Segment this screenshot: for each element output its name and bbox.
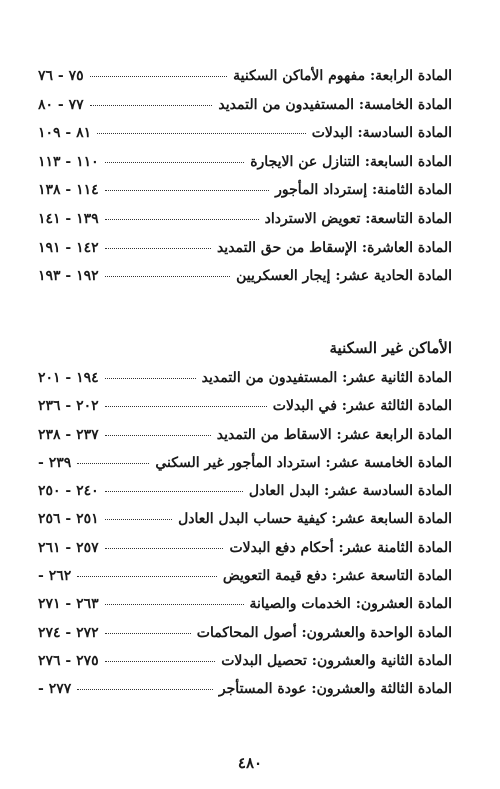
dot-leader [105, 633, 191, 634]
dot-leader [105, 519, 172, 520]
toc-entry [38, 125, 452, 154]
dot-leader [90, 105, 213, 106]
toc-entry-title: المادة الخامسة: المستفيدون من التمديد [218, 96, 452, 113]
toc-entry [38, 511, 452, 539]
toc-list-non-residential [38, 370, 452, 710]
toc-entry-title: المادة الثانية عشر: المستفيدون من التمديد [201, 370, 452, 386]
toc-entry-title: المادة الثامنة عشر: أحكام دفع البدلات [229, 539, 452, 556]
toc-entry-pages: ٢٥١ - ٢٥٦ [38, 511, 99, 528]
dot-leader [105, 190, 269, 191]
toc-entry [38, 370, 452, 398]
toc-entry-pages: ١١٠ - ١١٣ [38, 153, 99, 170]
toc-entry [38, 540, 452, 568]
dot-leader [77, 689, 213, 690]
toc-entry-title: المادة الخامسة عشر: استرداد المأجور غير السكني [155, 454, 452, 471]
dot-leader [105, 491, 243, 492]
toc-entry [38, 68, 452, 97]
toc-entry [38, 568, 452, 596]
toc-entry-pages: ١٤٢ - ١٩١ [38, 239, 99, 256]
dot-leader [97, 133, 306, 134]
toc-entry [38, 596, 452, 624]
toc-entry-pages: ٧٥ - ٧٦ [38, 68, 84, 84]
toc-entry-pages: ٢٦٣ - ٢٧١ [38, 596, 99, 613]
dot-leader [105, 248, 211, 249]
toc-entry-pages: ١٣٩ - ١٤١ [38, 210, 99, 227]
toc-entry-title: المادة الثانية والعشرون: تحصيل البدلات [221, 652, 452, 669]
toc-entry [38, 681, 452, 709]
toc-entry-pages: ٢٧٥ - ٢٧٦ [38, 652, 99, 669]
toc-entry-pages: ٢٥٧ - ٢٦١ [38, 539, 99, 556]
toc-entry [38, 653, 452, 681]
toc-entry [38, 268, 452, 297]
dot-leader [105, 378, 196, 379]
dot-leader [77, 463, 149, 464]
toc-entry-title: المادة التاسعة عشر: دفع قيمة التعويض [222, 568, 452, 585]
dot-leader [105, 406, 267, 407]
dot-leader [105, 435, 211, 436]
toc-list-residential [38, 68, 452, 297]
toc-entry [38, 182, 452, 211]
dot-leader [105, 162, 245, 163]
toc-entry-title: المادة الثالثة والعشرون: عودة المستأجر [218, 681, 452, 698]
toc-entry-pages: ٢٠٢ - ٢٣٦ [38, 398, 99, 415]
dot-leader [105, 661, 216, 662]
toc-entry-pages: ٨١ - ١٠٩ [38, 125, 92, 142]
toc-entry [38, 154, 452, 183]
toc-entry-title: المادة العشرون: الخدمات والصيانة [249, 596, 452, 613]
toc-entry-pages: ٢٣٧ - ٢٣٨ [38, 426, 99, 443]
toc-entry [38, 483, 452, 511]
dot-leader [105, 604, 244, 605]
dot-leader [90, 76, 227, 77]
toc-entry-pages: ٢٧٧ - [38, 681, 72, 698]
toc-entry-title: المادة التاسعة: تعويض الاسترداد [264, 210, 452, 227]
toc-entry-title: المادة السابعة: التنازل عن الايجارة [250, 153, 452, 170]
toc-entry-pages: ١٩٤ - ٢٠١ [38, 370, 99, 386]
toc-entry-pages: ٢٧٢ - ٢٧٤ [38, 624, 99, 641]
toc-entry-pages: ٢٤٠ - ٢٥٠ [38, 483, 99, 500]
toc-entry-pages: ٢٦٢ - [38, 568, 72, 585]
toc-entry-title: المادة الرابعة: مفهوم الأماكن السكنية [233, 68, 452, 84]
toc-entry-pages: ١٩٢ - ١٩٣ [38, 268, 99, 285]
toc-entry-title: المادة السادسة عشر: البدل العادل [248, 483, 452, 500]
toc-entry-title: المادة الثالثة عشر: في البدلات [272, 398, 452, 415]
toc-entry-title: المادة السابعة عشر: كيفية حساب البدل العادل [178, 511, 452, 528]
toc-entry [38, 97, 452, 126]
dot-leader [105, 276, 230, 277]
toc-entry-title: المادة الرابعة عشر: الاسقاط من التمديد [216, 426, 452, 443]
toc-entry [38, 398, 452, 426]
dot-leader [105, 219, 259, 220]
toc-entry [38, 427, 452, 455]
toc-entry-title: المادة الواحدة والعشرون: أصول المحاكمات [196, 624, 452, 641]
toc-entry-title: المادة العاشرة: الإسقاط من حق التمديد [216, 239, 452, 256]
section-heading-non-residential: الأماكن غير السكنية [329, 339, 452, 357]
toc-entry-pages: ٢٣٩ - [38, 454, 72, 471]
toc-entry-pages: ١١٤ - ١٣٨ [38, 182, 99, 199]
toc-entry-title: المادة الثامنة: إسترداد المأجور [275, 182, 452, 199]
dot-leader [77, 576, 217, 577]
toc-entry [38, 211, 452, 240]
toc-entry [38, 240, 452, 269]
page-number: ٤٨٠ [237, 754, 263, 772]
toc-entry-title: المادة الحادية عشر: إيجار العسكريين [236, 268, 452, 285]
toc-entry-title: المادة السادسة: البدلات [311, 125, 452, 142]
toc-entry [38, 455, 452, 483]
dot-leader [105, 548, 224, 549]
toc-entry-pages: ٧٧ - ٨٠ [38, 96, 84, 113]
toc-entry [38, 625, 452, 653]
